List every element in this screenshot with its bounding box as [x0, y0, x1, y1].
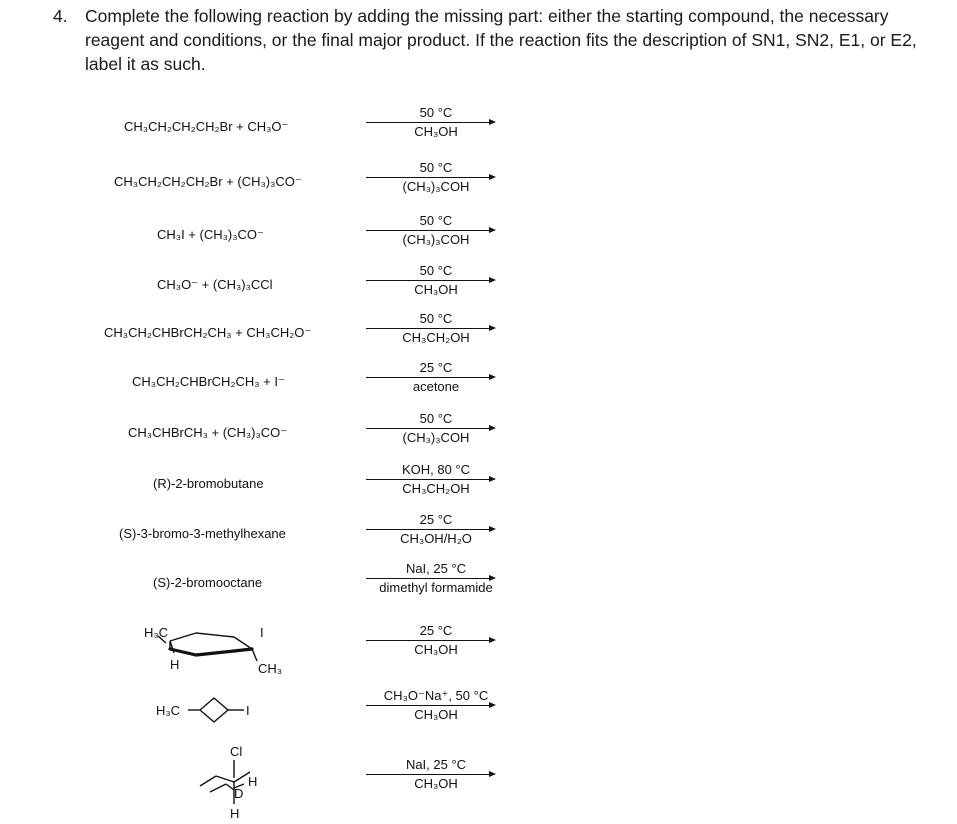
hydrogen-label: H [248, 774, 258, 789]
reactants: CH₃CH₂CHBrCH₂CH₃ + CH₃CH₂O⁻ [104, 325, 312, 340]
reaction-arrow [366, 122, 490, 123]
condition-top: KOH, 80 °C [401, 462, 471, 477]
iodo-label: I [246, 703, 250, 718]
condition-top: NaI, 25 °C [405, 561, 467, 576]
reactants: CH₃O⁻ + (CH₃)₃CCl [157, 277, 273, 292]
reactants: CH₃CH₂CHBrCH₂CH₃ + I⁻ [132, 374, 285, 389]
condition-bottom: CH₃OH [414, 642, 458, 657]
condition-bottom: (CH₃)₃COH [402, 179, 470, 194]
cyclobutane-structure [150, 690, 270, 730]
condition-top: 50 °C [419, 311, 453, 326]
reaction-arrow [366, 529, 490, 530]
condition-top: 25 °C [419, 360, 453, 375]
reaction-row [0, 360, 957, 410]
condition-bottom: CH₃CH₂OH [402, 481, 470, 496]
reaction-arrow [366, 479, 490, 480]
condition-bottom: CH₃OH/H₂O [400, 531, 472, 546]
deuterium-label: D [234, 786, 244, 801]
condition-top: 25 °C [419, 623, 453, 638]
question-text: Complete the following reaction by adding the missing part: either the starting compound, the necessary reagent and conditions, or the final major product. If the reaction fits the description of SN1, SN2, E1, or E2, label it as such. [85, 6, 917, 74]
hydrogen-label: H [170, 657, 180, 672]
reactants: CH₃CH₂CH₂CH₂Br + CH₃O⁻ [124, 119, 289, 134]
reactants: CH₃CH₂CH₂CH₂Br + (CH₃)₃CO⁻ [114, 174, 302, 189]
reaction-row [0, 757, 957, 807]
reaction-row [0, 512, 957, 562]
condition-bottom: CH₃CH₂OH [402, 330, 470, 345]
reaction-arrow [366, 640, 490, 641]
condition-top: NaI, 25 °C [405, 757, 467, 772]
condition-top: 50 °C [419, 160, 453, 175]
reaction-row [0, 105, 957, 155]
reaction-row [0, 462, 957, 512]
reaction-arrow [366, 578, 490, 579]
reactants: (S)-3-bromo-3-methylhexane [119, 526, 286, 541]
reaction-arrow [366, 280, 490, 281]
reaction-row [0, 213, 957, 263]
reactants: (R)-2-bromobutane [153, 476, 264, 491]
condition-bottom: (CH₃)₃COH [402, 430, 470, 445]
condition-top: 50 °C [419, 213, 453, 228]
methyl-label: CH₃ [258, 661, 283, 676]
iodo-label: I [260, 625, 264, 640]
methyl-label: H₃C [144, 625, 169, 640]
reaction-row [0, 561, 957, 611]
reaction-row [0, 411, 957, 461]
reaction-arrow [366, 328, 490, 329]
question-number: 4. [53, 6, 68, 26]
condition-top: 25 °C [419, 512, 453, 527]
condition-bottom: CH₃OH [414, 776, 458, 791]
reactants: (S)-2-bromooctane [153, 575, 263, 590]
reaction-row [0, 160, 957, 210]
condition-top: 50 °C [419, 105, 453, 120]
condition-bottom: dimethyl formamide [379, 580, 493, 595]
methyl-label: H₃C [156, 703, 181, 718]
reaction-row [0, 263, 957, 313]
condition-top: 50 °C [419, 263, 453, 278]
condition-bottom: CH₃OH [414, 707, 458, 722]
hydrogen-label: H [230, 806, 240, 821]
reaction-arrow [366, 377, 490, 378]
cyclohexane-structure [130, 615, 300, 685]
chloro-label: Cl [230, 744, 243, 759]
condition-bottom: (CH₃)₃COH [402, 232, 470, 247]
reactants: CH₃I + (CH₃)₃CO⁻ [157, 227, 264, 242]
reaction-arrow [366, 774, 490, 775]
condition-top: 50 °C [419, 411, 453, 426]
reaction-row [0, 688, 957, 738]
reaction-arrow [366, 705, 490, 706]
condition-top: CH₃O⁻Na⁺, 50 °C [383, 688, 489, 703]
reaction-row [0, 311, 957, 361]
reaction-arrow [366, 177, 490, 178]
condition-bottom: CH₃OH [414, 124, 458, 139]
condition-bottom: CH₃OH [414, 282, 458, 297]
condition-bottom: acetone [412, 379, 460, 394]
reaction-arrow [366, 428, 490, 429]
reactants: CH₃CHBrCH₃ + (CH₃)₃CO⁻ [128, 425, 288, 440]
chair-structure [190, 740, 280, 824]
reaction-arrow [366, 230, 490, 231]
